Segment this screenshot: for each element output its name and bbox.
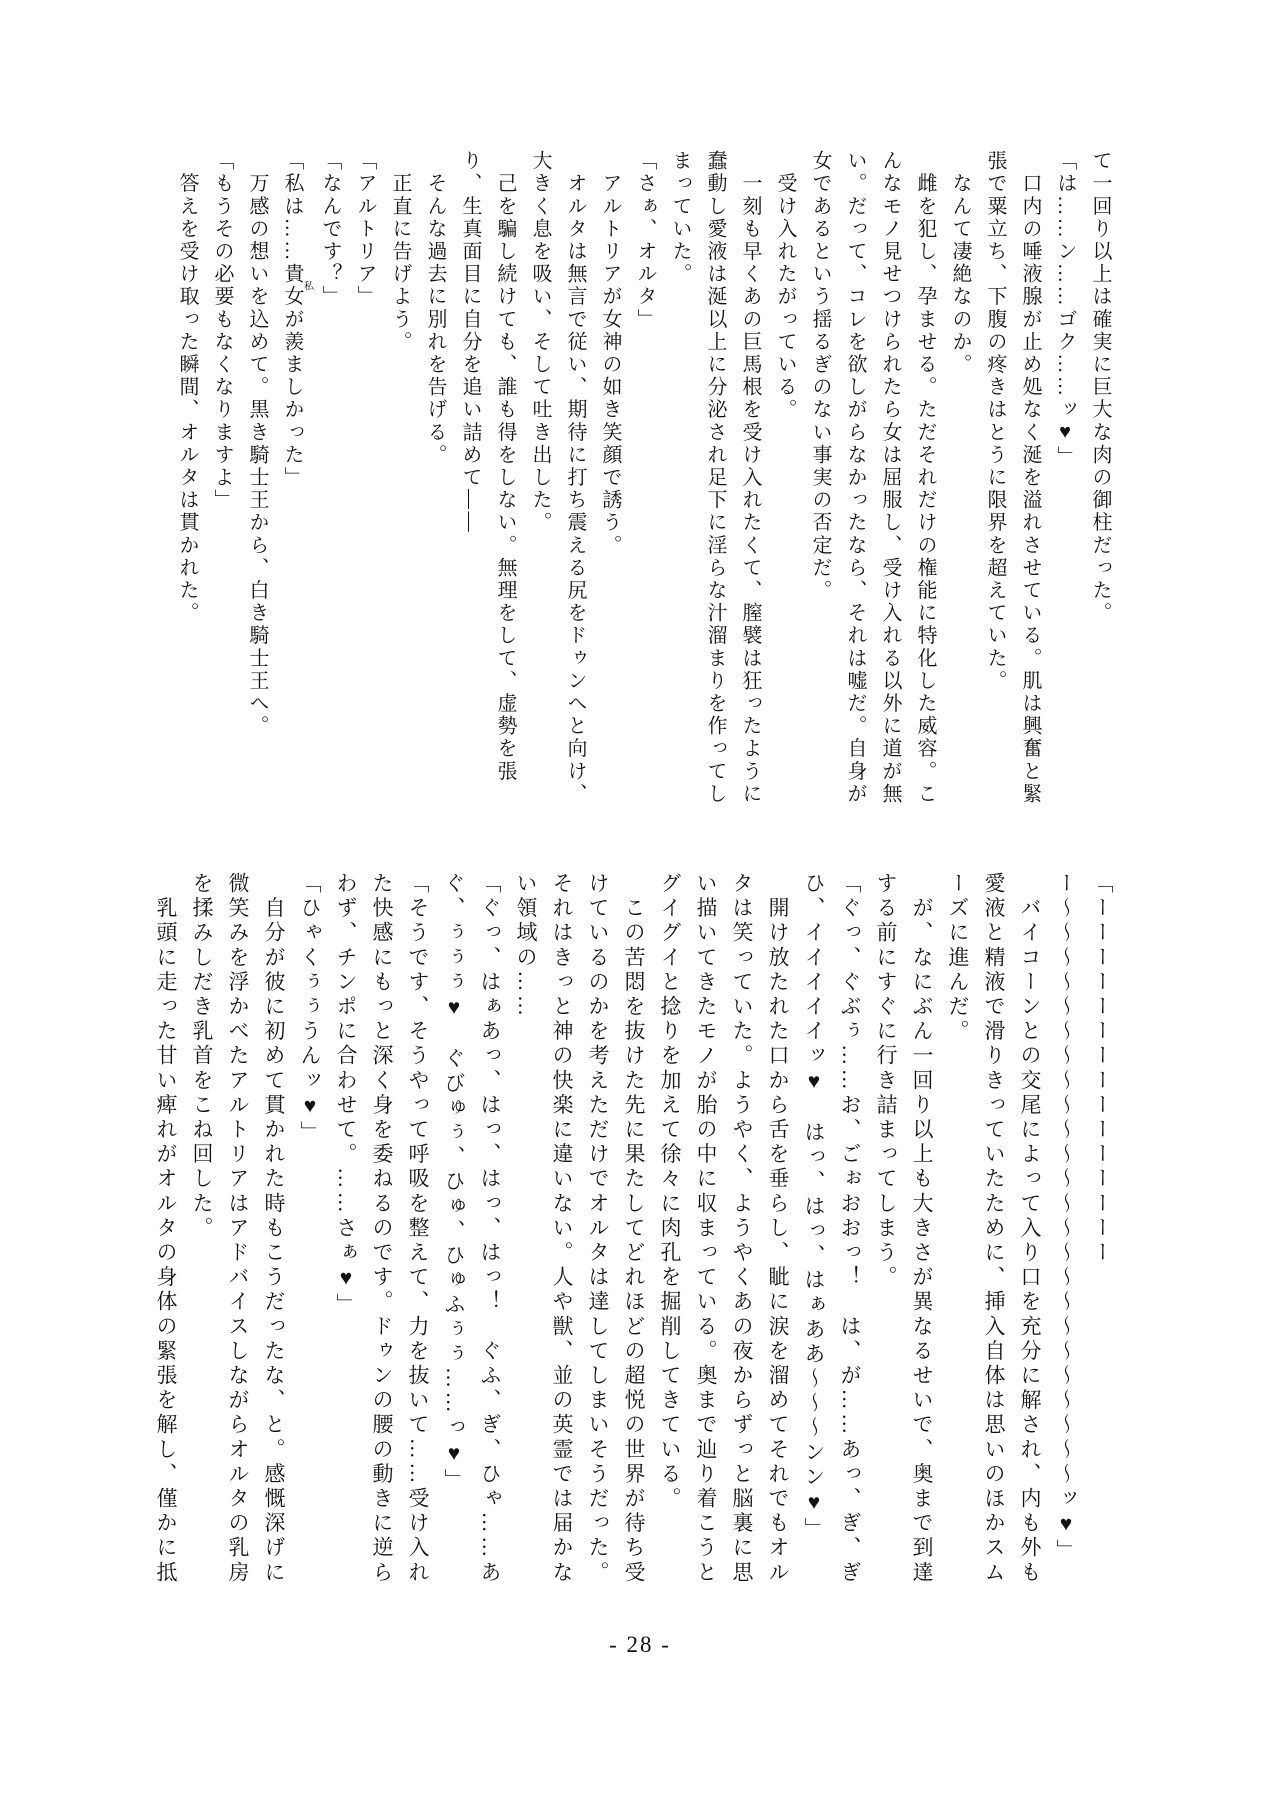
paragraph: 「アルトリア」 xyxy=(354,150,376,309)
paragraph: 「ぐっ、はぁあっ、はっ、はっ、はっ！ ぐふ、ぎ、ひゃ……あぐ、ぅぅぅ♥ ぐびゅぅ、ひゅ、ひゅふぅぅ……っ♥」 xyxy=(442,872,502,1586)
paragraph: 口内の唾液腺が止め処なく涎を溢れさせている。肌は興奮と緊張で粟立ち、下腹の疼きはとうに限界を超えていた。 xyxy=(984,150,1041,806)
paragraph: 受け入れたがっている。 xyxy=(774,150,796,422)
paragraph: オルタは無言で従い、期待に打ち震える尻をドゥンへと向け、大きく息を吸い、そして吐き出した。 xyxy=(529,150,586,806)
paragraph: 「さぁ、オルタ」 xyxy=(634,150,656,331)
ruby-annotated-word: 貴女私 xyxy=(281,263,313,309)
paragraph: 「は……ン……ゴク……ッ♥」 xyxy=(1054,150,1076,469)
paragraph: 「なんです？」 xyxy=(319,150,341,309)
paragraph: そんな過去に別れを告げる。 xyxy=(424,150,446,467)
bottom-text-block xyxy=(148,872,1120,1594)
paragraph: この苦悶を抜けた先に果たしてどれほどの超悦の世界が待ち受けているのかを考えただけでオルタは達してしまいそうだった。それはきっと神の快楽に違いない。人や獣、並の英霊では届かない領域の…… xyxy=(514,872,646,1586)
paragraph: 乳頭に走った甘い痺れがオルタの身体の緊張を解し、僅かに抵 xyxy=(154,872,178,1586)
paragraph: 己を騙し続けても、誰も得をしない。無理をして、虚勢を張り、生真面目に自分を追い詰めて―― xyxy=(459,150,516,783)
paragraph: 自分が彼に初めて貫かれた時もこうだったな、と。感慨深げに微笑みを浮かべたアルトリアはアドバイスしながらオルタの乳房を揉みしだき乳首をこね回した。 xyxy=(190,872,286,1586)
paragraph: 開け放たれた口から舌を垂らし、眦に涙を溜めてそれでもオルタは笑っていた。ようやく、ようやくあの夜からずっと脳裏に思い描いてきたモノが胎の中に収まっている。奥まで辿り着こうとグイグイと捻りを加えて徐々に肉孔を掘削してきている。 xyxy=(658,872,790,1586)
paragraph: 一刻も早くあの巨馬根を受け入れたくて、膣襞は狂ったように蠢動し愛液は涎以上に分泌され足下に淫らな汁溜まりを作ってしまっていた。 xyxy=(669,150,761,806)
paragraph: アルトリアが女神の如き笑顔で誘う。 xyxy=(599,150,621,557)
paragraph: 正直に告げよう。 xyxy=(389,150,411,354)
paragraph: 「もうその必要もなくなりますよ」 xyxy=(211,150,233,512)
paragraph: バイコーンとの交尾によって入り口を充分に解され、内も外も愛液と精液で滑りきっていたために、挿入自体は思いのほかスムーズに進んだ。 xyxy=(946,872,1042,1586)
top-text-block xyxy=(169,150,1117,822)
paragraph: 万感の想いを込めて。黒き騎士王から、白き騎士王へ。 xyxy=(246,150,268,738)
paragraph: 「ぐっ、ぐぶぅ……お、ごぉおおっ！ は、が……あっ、ぎ、ぎひ、イイイイイッ♥ はっ、はっ、はぁああ〜〜〜ンン♥」 xyxy=(802,872,862,1586)
paragraph: 「ーーーーーーーーーーーーーーーー〜〜〜〜〜〜〜〜〜〜〜〜〜〜〜〜〜〜〜〜〜〜〜〜ッ♥」 xyxy=(1054,872,1114,1564)
paragraph: 答えを受け取った瞬間、オルタは貫かれた。 xyxy=(176,150,198,625)
paragraph: 「ひゃくぅぅうんッ♥」 xyxy=(298,872,322,1146)
page-number: - 28 - xyxy=(609,1632,671,1657)
paragraph: なんて凄絶なのか。 xyxy=(949,150,971,376)
paragraph: 「私は……貴女私が羨ましかった」 xyxy=(281,150,313,490)
paragraph: 雌を犯し、孕ませる。ただそれだけの権能に特化した威容。こんなモノ見せつけられたら女は屈服し、受け入れる以外に道が無い。だって、コレを欲しがらなかったなら、それは嘘だ。自身が女であるという揺るぎのない事実の否定だ。 xyxy=(809,150,936,806)
paragraph: て一回り以上は確実に巨大な肉の御柱だった。 xyxy=(1089,150,1111,625)
paragraph: 「そうです、そうやって呼吸を整えて、力を抜いて……受け入れた快感にもっと深く身を委ねるのです。ドゥンの腰の動きに逆らわず、チンポに合わせて。……さぁ♥」 xyxy=(334,872,430,1586)
paragraph: が、なにぶん一回り以上も大きさが異なるせいで、奥まで到達する前にすぐに行き詰まってしまう。 xyxy=(874,872,934,1586)
